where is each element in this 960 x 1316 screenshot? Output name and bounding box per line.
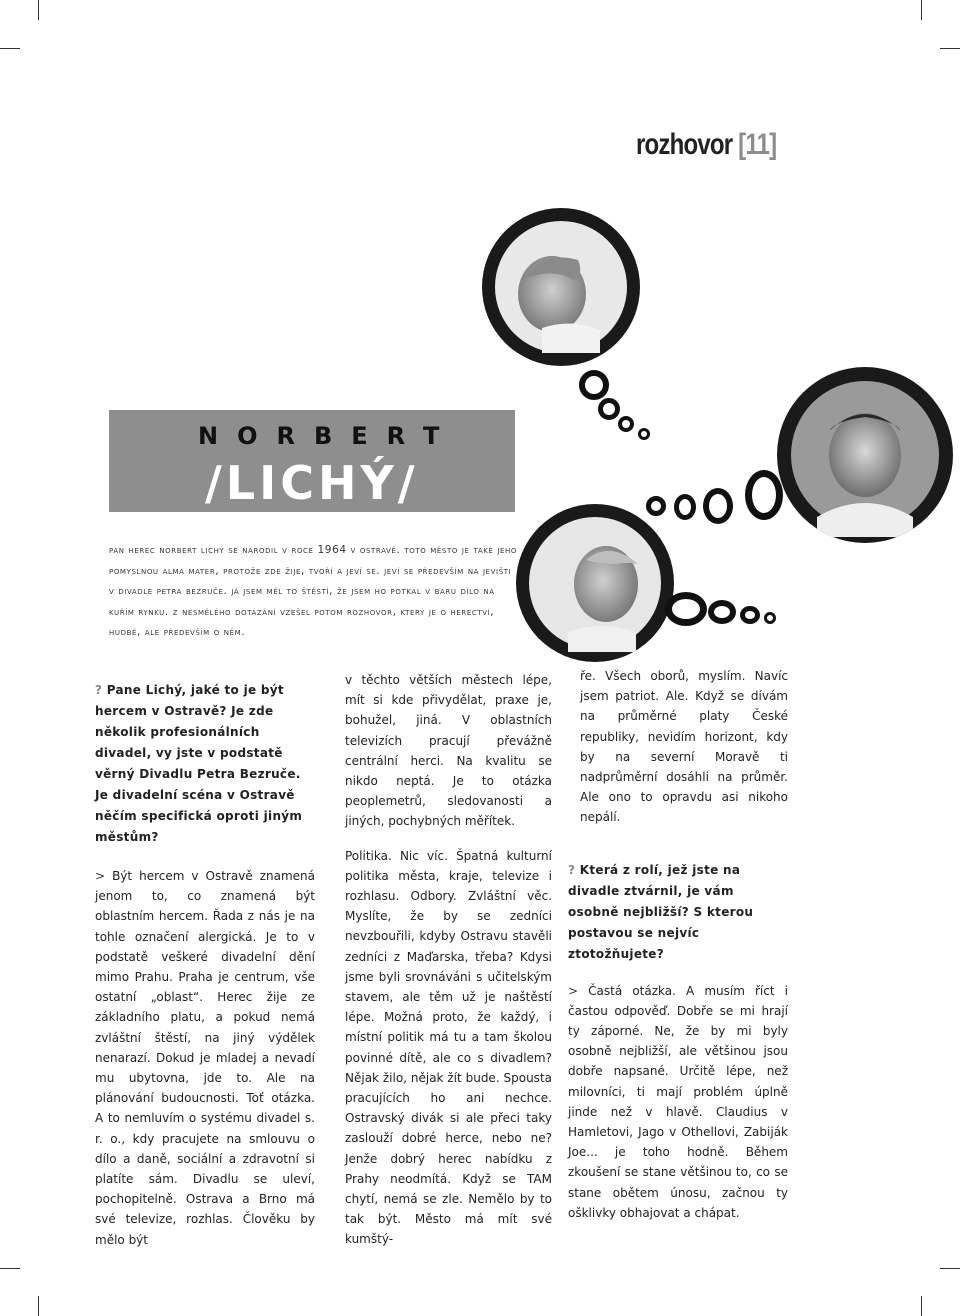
crop-mark: [921, 1296, 922, 1316]
bubble-ring: [703, 488, 733, 524]
crop-mark: [38, 1296, 39, 1316]
answer-1-part-3: Politika. Nic víc. Špatná kulturní politika města, kraje, televize i rozhlasu. Odbory. Zvláštní věc. Myslíte, že by se zedníci nevzbouřili, kdyby Ostravu stavěli zedníci z Maďarska, třeba? Kdysi jsme byli srovnáváni s učitelským stavem, ale těm už je naštěstí lépe. Možná proto, že každý, i místní politik má tu a tam školou povinné dítě, ale co s divadlem? Nějak žilo, nějak žít bude. Spousta pracujících ho ani nechce. Ostravský divák si ale přeci taky zaslouží dobré herce, nebo ne? Jenže dobrý herec nabídku z Prahy neodmítá. Když se TAM chytí, nemá se zle. Nemělo by to tak být. Město má mít své kumštý-: [345, 848, 552, 1247]
section-title: rozhovor: [636, 128, 733, 161]
photo-bubble-right: [777, 367, 953, 543]
crop-mark: [940, 1268, 960, 1269]
section-header: [636, 128, 776, 162]
page-number: [11]: [738, 128, 777, 161]
bubble-ring: [764, 612, 776, 624]
column-3: [568, 666, 788, 1223]
question-1-text: Pane Lichý, jaké to je být hercem v Ostravě? Je zde několik profesionálních divadel, vy jste v podstatě věrný Divadlu Petra Bezruče. Je divadelní scéna v Ostravě něčím specifická oproti jiným městům?: [95, 683, 303, 844]
column-1: [95, 680, 315, 1250]
question-mark: ?: [568, 862, 576, 877]
bubble-ring: [618, 416, 634, 432]
answer-1-part-1: [95, 866, 315, 1250]
bubble-ring: [708, 600, 736, 624]
crop-mark: [38, 0, 39, 20]
crop-mark: [0, 1268, 20, 1269]
question-1: [95, 680, 315, 848]
bubble-ring: [674, 494, 696, 520]
photo-bubble-top: [482, 208, 640, 366]
answer-2-text: Častá otázka. A musím říct i častou odpověď. Dobře se mi hrají ty záporné. Ne, že by mi byly osobně nejbližší, ale většinou jsou dobře napsané. Určitě lépe, než milovníci, ti mají problém úplně jinde než v hlavě. Claudius v Hamletovi, Jago v Othellovi, Zabiják Joe... je toho hodně. Během zkoušení se stane většinou to, co se stane obětem únosu, začnou ty ošklivky obhajovat a chápat.: [568, 983, 788, 1220]
bubble-ring: [579, 370, 609, 400]
answer-mark: >: [95, 869, 106, 883]
bubble-ring: [646, 496, 666, 516]
answer-1-part-2: v těchto větších městech lépe, mít si kde přivydělat, praxe je, bohužel, jiná. V oblastních televizích pracují převážně centrální herci. Na kvalitu se nikdo neptá. Je to otázka peoplemetrů, sledovanosti a jiných, pochybných měřítek.: [345, 673, 552, 829]
face-front-icon: [777, 367, 953, 543]
crop-mark: [921, 0, 922, 20]
face-profile-icon: [516, 504, 674, 662]
question-2: [568, 860, 788, 965]
first-name: NORBERT: [198, 422, 459, 450]
answer-1-col1-text: Být hercem v Ostravě znamená jenom to, co znamená být oblastním hercem. Řada z nás je na tohle označení alergická. Je to v podstatě veškeré divadelní dění mimo Prahu. Praha je centrum, vše ostatní „oblast“. Herec žije ze základního platu, a pokud nemá zvláštní štěstí, na jiný výdělek nenarazí. Dokud je mladej a nevadí mu ubytovna, jde to. Ale na plánování budoucnosti. Toť otázka. A to nemluvím o systému divadel s. r. o., kdy pracujete na smlouvu o dílo a daně, sociální a zdravotní si platíte sám. Divadlu se uleví, pochopitelně. Ostrava a Brno má své televize, rozhlas. Člověku by mělo být: [95, 869, 315, 1247]
bubble-ring: [638, 428, 650, 440]
last-name: /LICHÝ/: [205, 456, 419, 510]
bubble-ring: [665, 592, 707, 626]
bubble-ring: [598, 398, 620, 420]
answer-1-part-4: ře. Všech oborů, myslím. Navíc jsem patriot. Ale. Když se dívám na průměrné platy České republiky, nevidím horizont, kdy by na severní Moravě ti nadprůměrní dosáhli na průměr. Ale ono to opravdu asi nikoho nepálí.: [580, 669, 788, 825]
answer-2: [568, 981, 788, 1223]
bubble-ring: [745, 470, 783, 520]
photo-bubble-bottom: [516, 504, 674, 662]
answer-mark: >: [568, 983, 579, 998]
crop-mark: [940, 48, 960, 49]
intro-text: pan herec norbert lichý se narodil v roce 1964 v ostravě. toto město je také jeho pomyslnou alma mater, protože zde žije, tvoří a jeví se. jeví se především na jevišti v divadle petra bezruče. já jsem měl to štěstí, že jsem ho potkal v baru dílo na kuřím rynku. z nesmělého dotázání vzešel potom rozhovor, který je o herectví, hudbě, ale především o něm.: [109, 544, 518, 639]
crop-mark: [0, 48, 20, 49]
bubble-ring: [740, 606, 760, 624]
column-2: [345, 670, 552, 1250]
face-profile-icon: [482, 208, 640, 366]
question-mark: ?: [95, 683, 103, 697]
intro-paragraph: [109, 540, 519, 643]
question-2-text: Která z rolí, jež jste na divadle ztvárnil, je vám osobně nejbližší? S kterou postavou se nejvíc ztotožňujete?: [568, 862, 754, 961]
